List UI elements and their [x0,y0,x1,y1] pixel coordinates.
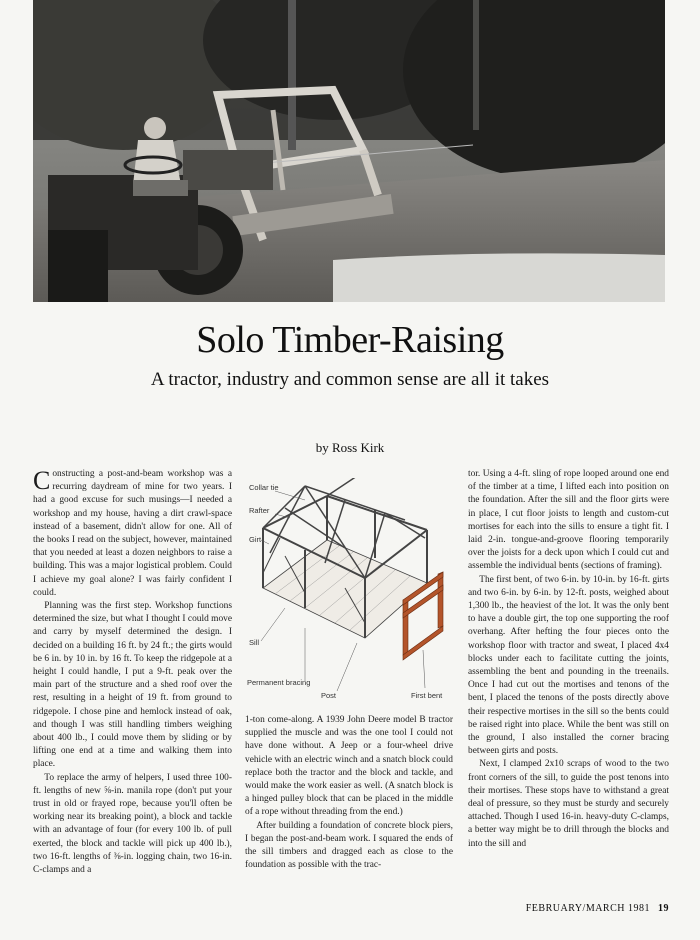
photo-illustration [33,0,665,302]
drop-cap: C [33,466,51,495]
paragraph: tor. Using a 4-ft. sling of rope looped around one end of the timber at a time, I lifted each into position on the foundation. After the sill and the floor girts were in place, I cut floor joists to length and custom-cut mortises for each into the sills to ensure a tight fit. I laid 2-in. tongue-and-groove flooring temporarily over the joists for a deck upon which I could cut and assemble the individual bents (sections of framing). [468,469,669,572]
label-collar-tie: Collar tie [249,483,279,492]
issue-date: FEBRUARY/MARCH 1981 [525,903,650,914]
paragraph: To replace the army of helpers, I used three 100-ft. lengths of new ⅝-in. manila rope (don't put your trust in old or frayed rope, because you'll often be working near its breaking point), a block and tackle with an advantage of four (for every 100 lb. of pull exerted, the block and tackle will pick up 400 lb.), two 16-ft. lengths of ⅜-in. logging chain, two 16-in. C-clamps and a [33,772,232,876]
article-title: Solo Timber-Raising [196,319,504,361]
label-girt: Girt [249,535,262,544]
article-subtitle: A tractor, industry and common sense are all it takes [150,369,550,390]
paragraph: The first bent, of two 6-in. by 10-in. by 16-ft. girts and two 6-in. by 6-in. by 12-ft. posts, weighed about 1,300 lb., the heaviest of the lot. It was the only bent to have a double girt, the top one supporting the roof overhang. After hefting the four pieces onto the workshop floor with tractor and sweat, I placed 4x4 blocks under each to facilitate cutting the joints, assembling the bent and pounding in the treenails. Once I had cut out the mortises and tenons of the bent, I placed the tenons of the posts directly above their respective mortises in the sill so the bents could be raised right into place. While the bent was still on the ground, I also installed the corner bracing between girts and posts. [468,574,669,757]
label-first-bent: First bent [411,691,443,700]
frame-diagram-svg [245,478,460,706]
paragraph: Next, I clamped 2x10 scraps of wood to the two front corners of the sill, to guide the post tenons into their mortises. These stops have to withstand a great deal of pressure, so they must be sturdy and securely attached. Though I used 16-in. heavy-duty C-clamps, a better way might be to drill through the blocks and into the sill and [468,759,669,849]
text-column-1 [33,468,232,877]
text-column-2 [245,714,453,872]
paragraph: After building a foundation of concrete block piers, I began the post-and-beam work. I squared the ends of the sill timbers and dragged each as close to the foundation as possible with the trac- [245,820,453,871]
timber-frame-diagram [245,478,460,706]
header-photo [33,0,665,302]
label-post: Post [321,691,337,700]
text-column-3 [468,468,669,851]
paragraph: Planning was the first step. Workshop functions determined the size, but what I thought I could move and carry by myself determined the design. I decided on a building 16 ft. by 24 ft.; the girts would be 6 in. by 10 in. by 16 ft. To keep the ridgepole at a height I could handle, I put a 9-ft. peak over the main part of the structure and a shed roof over the rest, resulting in a height of 19 ft. from ground to ridgepole. I chose pine and hemlock instead of oak, and though I was still handling timbers weighing about 400 lb., I could move them by sliding or by lifting one end at a time and walking them into place. [33,601,232,770]
label-permanent-bracing: Permanent bracing [247,678,311,687]
paragraph [33,468,232,600]
page-footer [526,903,669,914]
paragraph-text: onstructing a post-and-beam workshop was a recurring daydream of mine for two years. I had a good excuse for such musings—I needed a workshop and my house, having a dirt crawl-space instead of a basement, didn't allow for one. All of the books I read on the subject, however, maintained that you needed at least a dozen neighbors to raise a building. This was a major logistical problem. Could I achieve my goal alone? I was fairly confident I could. [33,469,232,598]
byline: by Ross Kirk [315,440,385,455]
label-rafter: Rafter [249,506,270,515]
paragraph: 1-ton come-along. A 1939 John Deere model B tractor supplied the muscle and was the one tool I could not have done without. A Jeep or a four-wheel drive vehicle with an electric winch and a snatch block could replace both the tractor and the block and tackle, and would make the work easier as well. (A snatch block is a hinged pulley block that can be placed in the middle of a rope without threading from the end.) [245,715,453,818]
page-number: 19 [658,903,669,914]
label-sill: Sill [249,638,260,647]
